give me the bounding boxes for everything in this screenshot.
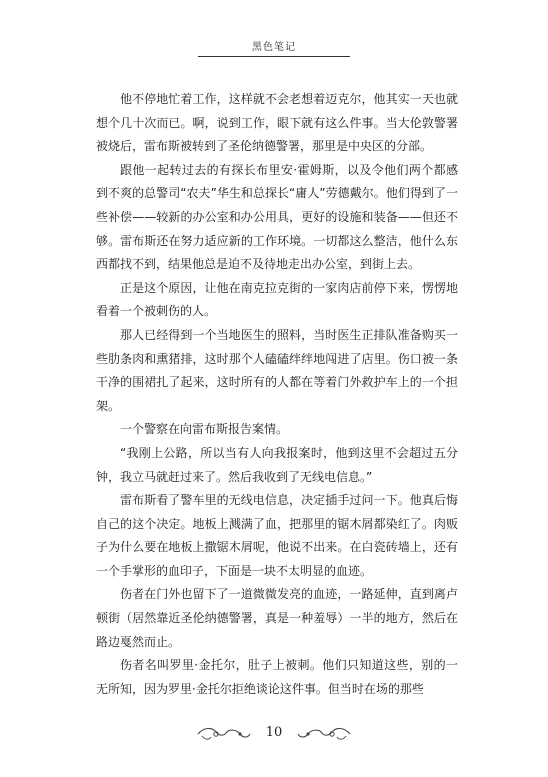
- body-text: [96, 88, 458, 701]
- paragraph: 伤者名叫罗里·金托尔，肚子上被刺。他们只知道这些，别的一无所知，因为罗里·金托尔拒绝谈论这件事。但当时在场的那些: [96, 658, 458, 696]
- scroll-ornament-icon: [196, 726, 252, 742]
- page-number: 10: [265, 725, 283, 740]
- paragraph: 跟他一起转过去的有探长布里安·霍姆斯，以及令他们两个都感到不爽的总警司“农夫”华生和总探长“庸人”劳德戴尔。他们得到了一些补偿——较新的办公室和办公用具，更好的设施和装备——但还不够。雷布斯还在努力适应新的工作环境。一切都这么整洁，他什么东西都找不到，结果他总是迫不及待地走出办公室，到街上去。: [96, 162, 458, 272]
- paragraph: 那人已经得到一个当地医生的照料，当时医生正排队准备购买一些肋条肉和熏猪排，这时那个人磕磕绊绊地闯进了店里。伤口被一条干净的围裙扎了起来，这时所有的人都在等着门外救护车上的一个担架。: [96, 327, 458, 413]
- paragraph: 一个警察在向雷布斯报告案情。: [120, 422, 289, 437]
- paragraph: 雷布斯看了警车里的无线电信息，决定插手过问一下。他真后悔自己的这个决定。地板上溅满了血，把那里的锯木屑都染红了。肉贩子为什么要在地板上撒锯木屑呢，他说不出来。在白瓷砖墙上，还有一个手掌形的血印子，下面是一块不太明显的血迹。: [96, 493, 458, 578]
- paragraph: “我刚上公路，所以当有人向我报案时，他到这里不会超过五分钟，我立马就赶过来了。然后我收到了无线电信息。”: [96, 445, 458, 484]
- paragraph: 伤者在门外也留下了一道微微发亮的血迹，一路延伸，直到离卢顿街（居然靠近圣伦纳德警署，真是一种羞辱）一半的地方，然后在路边戛然而止。: [96, 587, 458, 649]
- running-header: 黑色笔记: [252, 42, 296, 53]
- scroll-ornament-icon: [296, 726, 352, 742]
- paragraph: 正是这个原因，让他在南克拉克街的一家肉店前停下来，愣愣地看着一个被刺伤的人。: [96, 280, 458, 319]
- page-footer: [0, 724, 548, 744]
- header-rule: [198, 56, 350, 57]
- paragraph: 他不停地忙着工作，这样就不会老想着迈克尔，他其实一天也就想个几十次而已。啊，说到工作，眼下就有这么件事。当大伦敦警署被烧后，雷布斯被转到了圣伦纳德警署，那里是中央区的分部。: [96, 92, 458, 154]
